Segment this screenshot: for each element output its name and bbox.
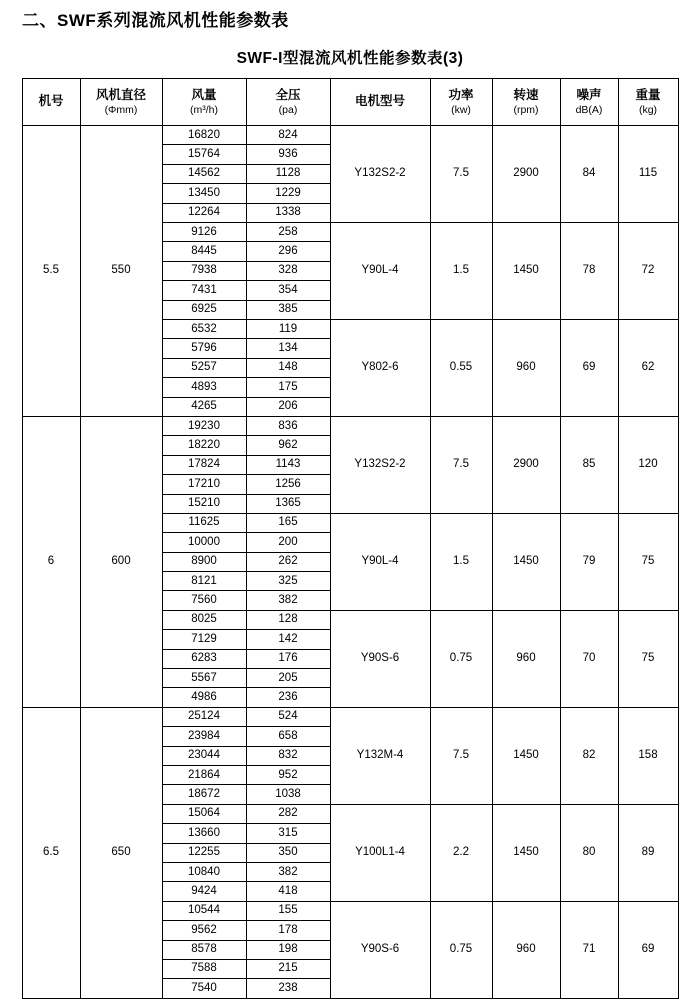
cell-motor: Y132S2-2 (330, 416, 430, 513)
cell-model-no: 6 (22, 416, 80, 707)
table-header-row (22, 79, 678, 126)
column-header-pressure-sub: (pa) (278, 103, 298, 116)
cell-model-no: 5.5 (22, 126, 80, 417)
cell-pressure: 328 (246, 261, 330, 280)
cell-speed: 1450 (492, 707, 560, 804)
column-header-power (430, 79, 492, 126)
cell-flow: 11625 (162, 513, 246, 532)
cell-pressure: 315 (246, 824, 330, 843)
cell-flow: 15064 (162, 804, 246, 823)
cell-pressure: 258 (246, 223, 330, 242)
cell-flow: 10544 (162, 901, 246, 920)
column-header-noise-sub: dB(A) (575, 103, 603, 116)
column-header-diameter-main: 风机直径 (95, 88, 146, 103)
column-header-pressure (246, 79, 330, 126)
cell-flow: 10000 (162, 533, 246, 552)
cell-pressure: 354 (246, 281, 330, 300)
cell-weight: 69 (618, 901, 678, 998)
cell-pressure: 524 (246, 707, 330, 726)
cell-pressure: 1365 (246, 494, 330, 513)
cell-weight: 75 (618, 610, 678, 707)
cell-pressure: 962 (246, 436, 330, 455)
cell-flow: 9126 (162, 223, 246, 242)
cell-flow: 17210 (162, 475, 246, 494)
cell-speed: 960 (492, 901, 560, 998)
column-header-weight-main: 重量 (635, 88, 661, 103)
cell-flow: 6283 (162, 649, 246, 668)
cell-flow: 12264 (162, 203, 246, 222)
cell-power: 0.55 (430, 320, 492, 417)
cell-pressure: 836 (246, 416, 330, 435)
column-header-weight-sub: (kg) (638, 103, 658, 116)
cell-motor: Y90S-6 (330, 610, 430, 707)
column-header-weight (618, 79, 678, 126)
cell-pressure: 952 (246, 765, 330, 784)
column-header-power-sub: (kw) (451, 103, 471, 116)
cell-flow: 4265 (162, 397, 246, 416)
cell-motor: Y90S-6 (330, 901, 430, 998)
cell-noise: 79 (560, 513, 618, 610)
document-page (0, 10, 700, 994)
cell-flow: 4893 (162, 378, 246, 397)
cell-pressure: 282 (246, 804, 330, 823)
cell-speed: 960 (492, 610, 560, 707)
cell-speed: 960 (492, 320, 560, 417)
column-header-power-main: 功率 (448, 88, 474, 103)
column-header-speed-sub: (rpm) (513, 103, 539, 116)
column-header-motor-main: 电机型号 (354, 94, 405, 109)
cell-flow: 13450 (162, 184, 246, 203)
cell-pressure: 200 (246, 533, 330, 552)
cell-flow: 7588 (162, 959, 246, 978)
column-header-flow-main: 风量 (191, 88, 217, 103)
cell-pressure: 382 (246, 862, 330, 881)
cell-power: 2.2 (430, 804, 492, 901)
cell-motor: Y90L-4 (330, 223, 430, 320)
cell-noise: 80 (560, 804, 618, 901)
cell-flow: 5567 (162, 669, 246, 688)
cell-flow: 14562 (162, 164, 246, 183)
cell-pressure: 832 (246, 746, 330, 765)
cell-flow: 8121 (162, 572, 246, 591)
cell-speed: 2900 (492, 126, 560, 223)
cell-pressure: 205 (246, 669, 330, 688)
cell-flow: 15210 (162, 494, 246, 513)
cell-flow: 8025 (162, 610, 246, 629)
cell-flow: 6532 (162, 320, 246, 339)
cell-pressure: 215 (246, 959, 330, 978)
cell-flow: 8578 (162, 940, 246, 959)
cell-pressure: 238 (246, 979, 330, 998)
cell-noise: 71 (560, 901, 618, 998)
cell-flow: 23984 (162, 727, 246, 746)
cell-pressure: 1256 (246, 475, 330, 494)
cell-pressure: 176 (246, 649, 330, 668)
cell-flow: 7540 (162, 979, 246, 998)
cell-pressure: 658 (246, 727, 330, 746)
cell-motor: Y132S2-2 (330, 126, 430, 223)
cell-flow: 5796 (162, 339, 246, 358)
column-header-pressure-main: 全压 (275, 88, 301, 103)
cell-flow: 23044 (162, 746, 246, 765)
cell-power: 0.75 (430, 901, 492, 998)
cell-noise: 85 (560, 416, 618, 513)
cell-speed: 1450 (492, 223, 560, 320)
cell-weight: 120 (618, 416, 678, 513)
cell-pressure: 1128 (246, 164, 330, 183)
column-header-model-no-main: 机号 (38, 94, 64, 109)
cell-pressure: 385 (246, 300, 330, 319)
cell-pressure: 1143 (246, 455, 330, 474)
cell-flow: 4986 (162, 688, 246, 707)
cell-flow: 7129 (162, 630, 246, 649)
table-row (22, 416, 678, 435)
cell-flow: 8900 (162, 552, 246, 571)
spec-table (22, 78, 679, 999)
cell-flow: 13660 (162, 824, 246, 843)
cell-pressure: 382 (246, 591, 330, 610)
cell-pressure: 325 (246, 572, 330, 591)
cell-flow: 12255 (162, 843, 246, 862)
cell-flow: 6925 (162, 300, 246, 319)
cell-power: 7.5 (430, 707, 492, 804)
cell-motor: Y90L-4 (330, 513, 430, 610)
column-header-model-no (22, 79, 80, 126)
cell-flow: 8445 (162, 242, 246, 261)
cell-pressure: 1229 (246, 184, 330, 203)
cell-pressure: 134 (246, 339, 330, 358)
cell-model-no: 6.5 (22, 707, 80, 998)
cell-motor: Y132M-4 (330, 707, 430, 804)
cell-power: 1.5 (430, 513, 492, 610)
cell-flow: 18220 (162, 436, 246, 455)
cell-pressure: 206 (246, 397, 330, 416)
cell-power: 0.75 (430, 610, 492, 707)
cell-pressure: 1338 (246, 203, 330, 222)
column-header-noise (560, 79, 618, 126)
cell-flow: 19230 (162, 416, 246, 435)
cell-noise: 69 (560, 320, 618, 417)
cell-diameter: 650 (80, 707, 162, 998)
column-header-flow (162, 79, 246, 126)
cell-flow: 21864 (162, 765, 246, 784)
cell-pressure: 236 (246, 688, 330, 707)
cell-weight: 158 (618, 707, 678, 804)
cell-pressure: 142 (246, 630, 330, 649)
cell-pressure: 178 (246, 921, 330, 940)
cell-flow: 7560 (162, 591, 246, 610)
cell-flow: 7938 (162, 261, 246, 280)
cell-pressure: 936 (246, 145, 330, 164)
cell-diameter: 600 (80, 416, 162, 707)
column-header-motor (330, 79, 430, 126)
table-body (22, 126, 678, 999)
cell-speed: 1450 (492, 513, 560, 610)
cell-flow: 10840 (162, 862, 246, 881)
cell-pressure: 262 (246, 552, 330, 571)
cell-power: 7.5 (430, 126, 492, 223)
cell-weight: 72 (618, 223, 678, 320)
cell-pressure: 198 (246, 940, 330, 959)
table-header (22, 79, 678, 126)
cell-power: 7.5 (430, 416, 492, 513)
cell-pressure: 148 (246, 358, 330, 377)
column-header-diameter-sub: (Φmm) (104, 103, 138, 116)
column-header-noise-main: 噪声 (576, 88, 602, 103)
cell-speed: 1450 (492, 804, 560, 901)
cell-pressure: 119 (246, 320, 330, 339)
cell-pressure: 165 (246, 513, 330, 532)
cell-pressure: 155 (246, 901, 330, 920)
cell-flow: 9562 (162, 921, 246, 940)
cell-pressure: 350 (246, 843, 330, 862)
cell-pressure: 128 (246, 610, 330, 629)
table-row (22, 707, 678, 726)
cell-diameter: 550 (80, 126, 162, 417)
cell-flow: 5257 (162, 358, 246, 377)
cell-pressure: 824 (246, 126, 330, 145)
cell-flow: 9424 (162, 882, 246, 901)
cell-power: 1.5 (430, 223, 492, 320)
cell-motor: Y100L1-4 (330, 804, 430, 901)
cell-noise: 82 (560, 707, 618, 804)
cell-flow: 16820 (162, 126, 246, 145)
cell-noise: 70 (560, 610, 618, 707)
cell-pressure: 175 (246, 378, 330, 397)
cell-flow: 7431 (162, 281, 246, 300)
cell-pressure: 418 (246, 882, 330, 901)
cell-noise: 78 (560, 223, 618, 320)
cell-flow: 18672 (162, 785, 246, 804)
cell-weight: 62 (618, 320, 678, 417)
cell-weight: 115 (618, 126, 678, 223)
cell-flow: 17824 (162, 455, 246, 474)
column-header-speed (492, 79, 560, 126)
cell-flow: 25124 (162, 707, 246, 726)
column-header-speed-main: 转速 (513, 88, 539, 103)
cell-speed: 2900 (492, 416, 560, 513)
cell-weight: 75 (618, 513, 678, 610)
cell-pressure: 1038 (246, 785, 330, 804)
column-header-flow-sub: (m³/h) (190, 103, 218, 116)
cell-noise: 84 (560, 126, 618, 223)
table-row (22, 126, 678, 145)
cell-motor: Y802-6 (330, 320, 430, 417)
cell-flow: 15764 (162, 145, 246, 164)
column-header-diameter (80, 79, 162, 126)
section-heading: 二、SWF系列混流风机性能参数表 (22, 11, 289, 30)
table-title: SWF-I型混流风机性能参数表(3) (236, 50, 464, 68)
cell-weight: 89 (618, 804, 678, 901)
cell-pressure: 296 (246, 242, 330, 261)
